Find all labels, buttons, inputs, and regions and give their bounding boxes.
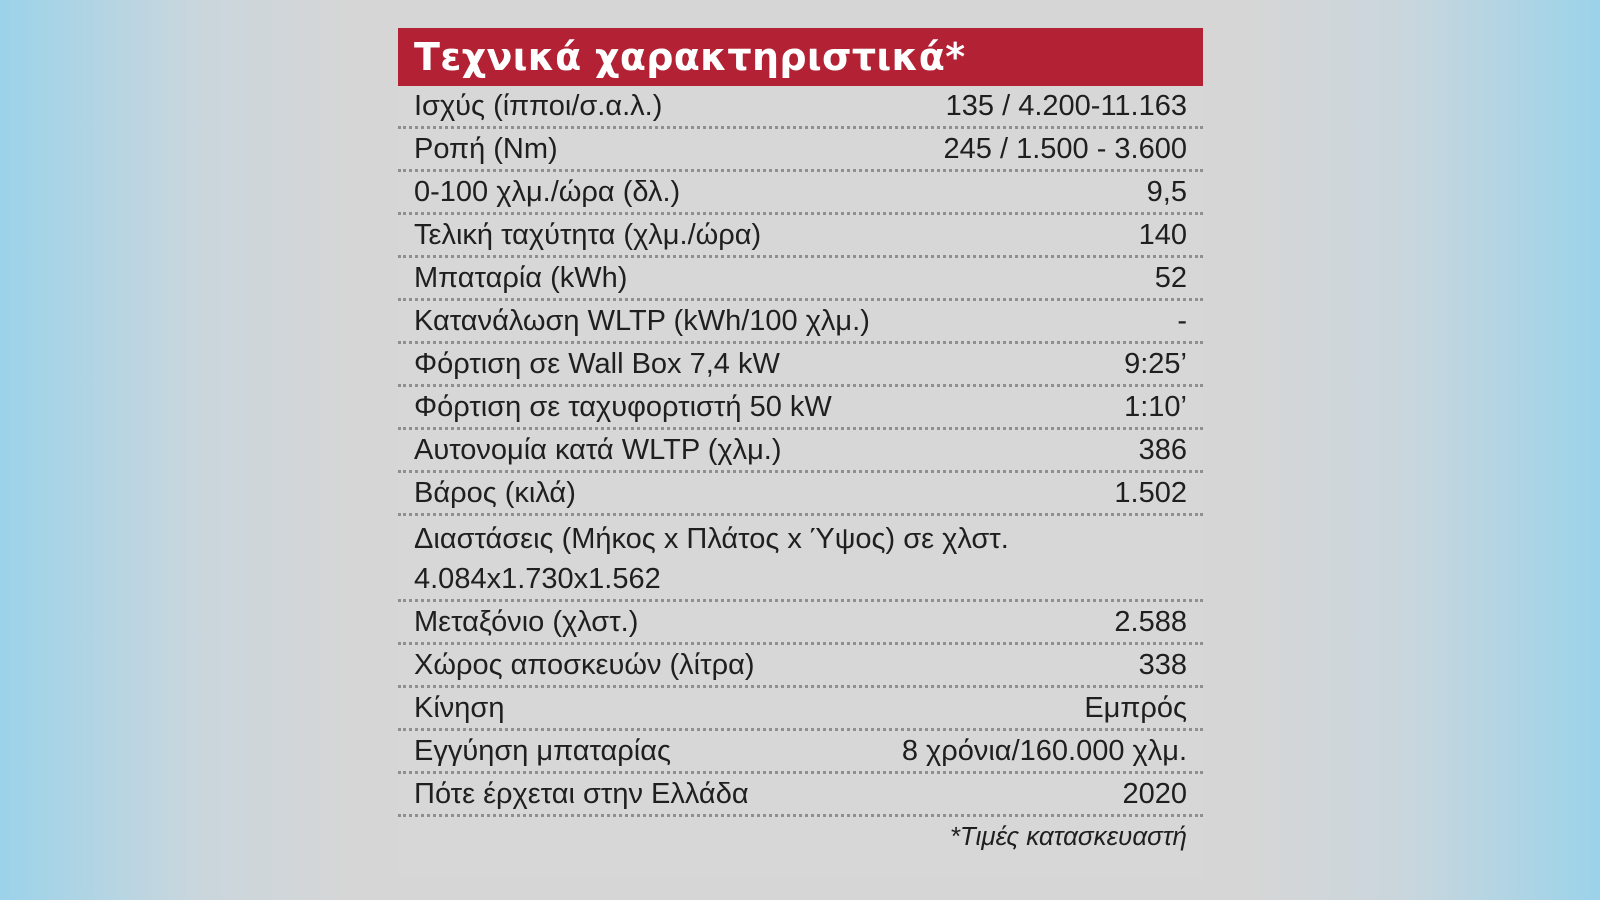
spec-label: Πότε έρχεται στην Ελλάδα (414, 777, 749, 810)
spec-label: Αυτονομία κατά WLTP (χλμ.) (414, 433, 782, 466)
spec-value: 9:25’ (1124, 347, 1187, 380)
spec-value: 338 (1138, 648, 1187, 681)
spec-value: 1.502 (1114, 476, 1187, 509)
spec-label: Μεταξόνιο (χλστ.) (414, 605, 639, 638)
spec-value: 386 (1138, 433, 1187, 466)
spec-value: 9,5 (1146, 175, 1187, 208)
spec-label: Κίνηση (414, 691, 505, 724)
table-title: Τεχνικά χαρακτηριστικά* (414, 35, 966, 79)
spec-row-drive (398, 688, 1203, 731)
spec-value: Εμπρός (1084, 691, 1187, 724)
spec-label: Φόρτιση σε Wall Box 7,4 kW (414, 347, 780, 380)
spec-value: 135 / 4.200-11.163 (945, 89, 1187, 122)
spec-row-weight (398, 473, 1203, 516)
spec-value: 140 (1138, 218, 1187, 251)
spec-value: 8 χρόνια/160.000 χλμ. (901, 734, 1187, 767)
spec-row-battery (398, 258, 1203, 301)
spec-row-luggage (398, 645, 1203, 688)
spec-label: Φόρτιση σε ταχυφορτιστή 50 kW (414, 390, 832, 423)
spec-value: 52 (1154, 261, 1187, 294)
spec-row-wallbox-charging (398, 344, 1203, 387)
spec-label: Χώρος αποσκευών (λίτρα) (414, 648, 755, 681)
spec-label: Διαστάσεις (Μήκος x Πλάτος x Ύψος) σε χλστ. (414, 523, 1009, 555)
spec-row-range (398, 430, 1203, 473)
spec-value: 1:10’ (1124, 390, 1187, 423)
spec-value: 2.588 (1114, 605, 1187, 638)
spec-value: - (1177, 304, 1187, 337)
spec-row-arrival (398, 774, 1203, 817)
spec-row-consumption (398, 301, 1203, 344)
spec-label: Κατανάλωση WLTP (kWh/100 χλμ.) (414, 304, 870, 337)
spec-row-power (398, 86, 1203, 129)
table-header (398, 28, 1203, 86)
spec-value: 245 / 1.500 - 3.600 (943, 132, 1187, 165)
spec-row-fast-charging (398, 387, 1203, 430)
spec-value: 4.084x1.730x1.562 (414, 563, 661, 595)
spec-label: Ροπή (Nm) (414, 132, 558, 165)
spec-row-battery-warranty (398, 731, 1203, 774)
spec-row-wheelbase (398, 602, 1203, 645)
spec-label: 0-100 χλμ./ώρα (δλ.) (414, 175, 681, 208)
footnote: *Τιμές κατασκευαστή (949, 821, 1187, 851)
spec-label: Ισχύς (ίπποι/σ.α.λ.) (414, 89, 663, 122)
spec-row-top-speed (398, 215, 1203, 258)
spec-label: Μπαταρία (kWh) (414, 261, 628, 294)
spec-row-acceleration (398, 172, 1203, 215)
spec-row-torque (398, 129, 1203, 172)
spec-label: Βάρος (κιλά) (414, 476, 576, 509)
spec-rows (398, 86, 1203, 817)
spec-value: 2020 (1122, 777, 1187, 810)
spec-label: Εγγύηση μπαταρίας (414, 734, 671, 767)
spec-label: Τελική ταχύτητα (χλμ./ώρα) (414, 218, 762, 251)
spec-row-dimensions (398, 516, 1203, 602)
spec-table (398, 28, 1203, 878)
